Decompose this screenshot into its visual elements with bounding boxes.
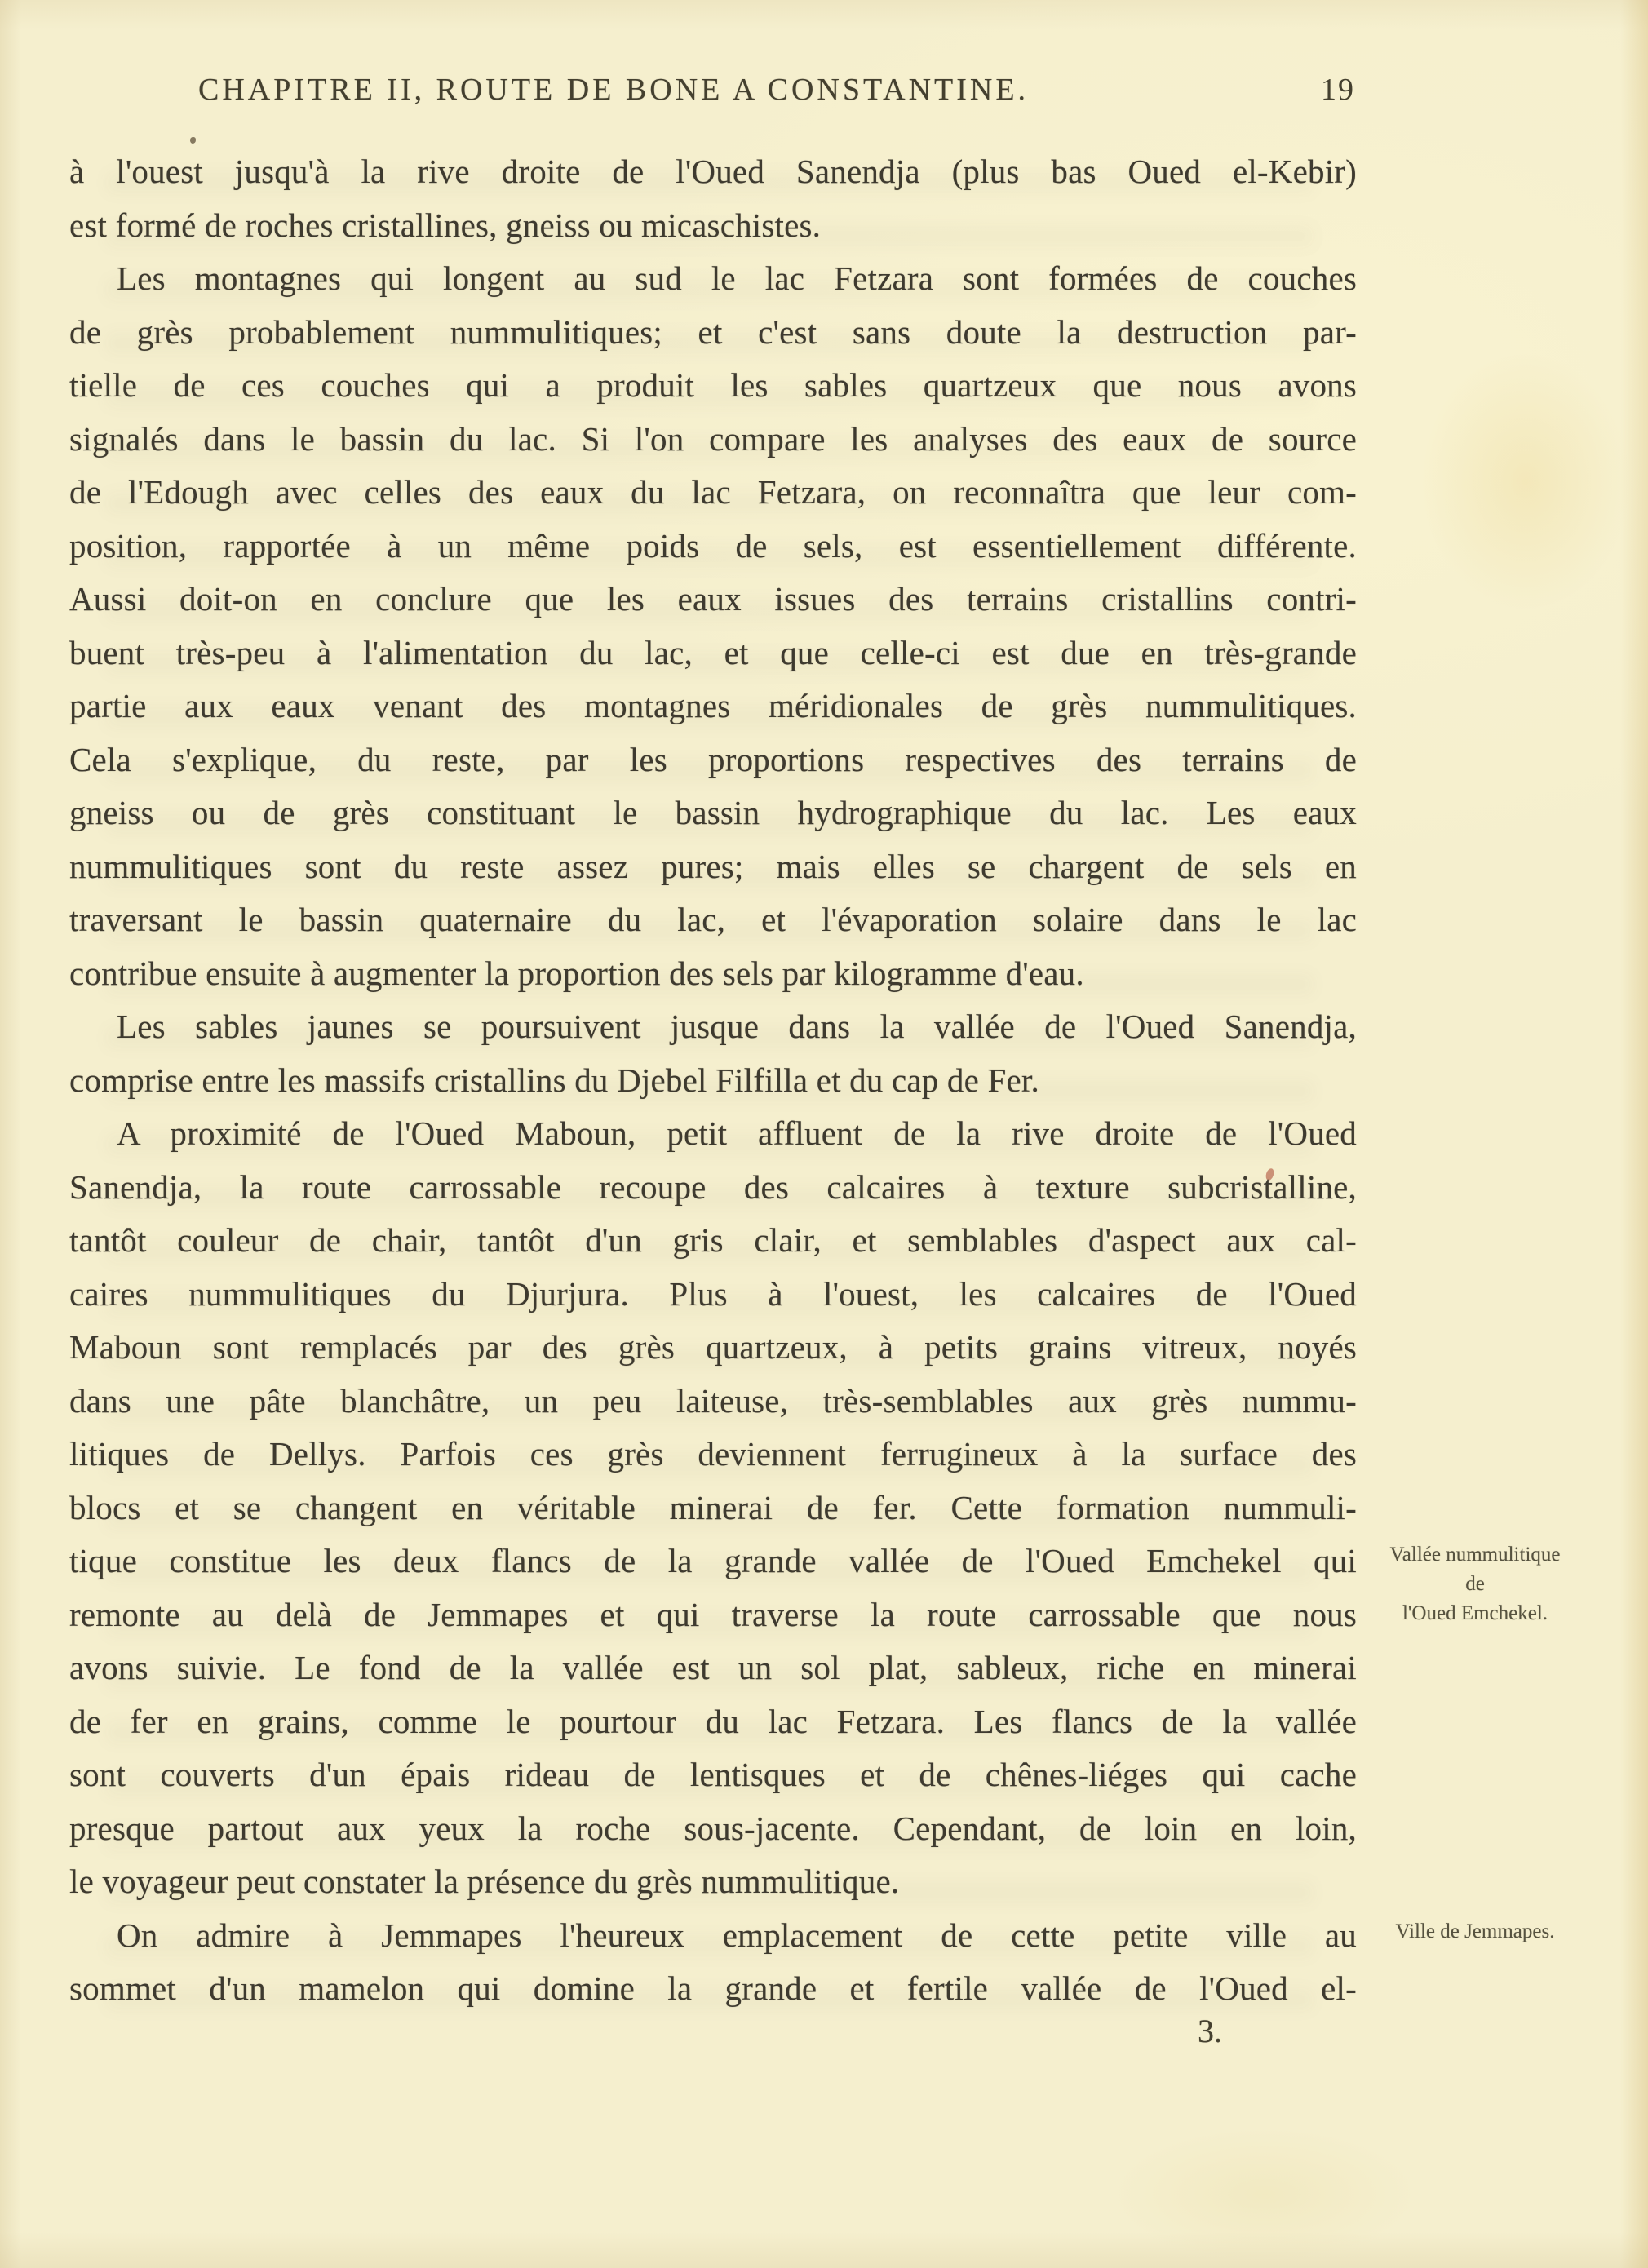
body-text-line: de grès probablement nummulitiques; et c'est sans doute la destruction par- bbox=[69, 312, 1357, 351]
body-text-line: litiques de Dellys. Parfois ces grès deviennent ferrugineux à la surface des bbox=[69, 1435, 1357, 1473]
body-text-line: est formé de roches cristallines, gneiss ou micaschistes. bbox=[69, 206, 822, 244]
body-text-line: sont couverts d'un épais rideau de lentisques et de chênes-liéges qui cache bbox=[69, 1756, 1357, 1793]
body-text-line: tique constitue les deux flancs de la grande vallée de l'Oued Emchekel qui bbox=[69, 1542, 1357, 1579]
body-text-line: A proximité de l'Oued Maboun, petit affluent de la rive droite de l'Oued bbox=[117, 1114, 1357, 1152]
body-text-line: Aussi doit-on en conclure que les eaux issues des terrains cristallins contri- bbox=[69, 580, 1357, 618]
body-text-line: Cela s'explique, du reste, par les proportions respectives des terrains de bbox=[69, 740, 1357, 778]
body-text-line: signalés dans le bassin du lac. Si l'on compare les analyses des eaux de source bbox=[69, 419, 1357, 458]
body-text-line: On admire à Jemmapes l'heureux emplacement de cette petite ville au bbox=[117, 1916, 1357, 1954]
body-text-line: sommet d'un mamelon qui domine la grande et fertile vallée de l'Oued el- bbox=[69, 1969, 1357, 2007]
paper-stain bbox=[1387, 310, 1648, 653]
body-text-line: caires nummulitiques du Djurjura. Plus à l'ouest, les calcaires de l'Oued bbox=[69, 1274, 1357, 1313]
margin-note-ville-jemmapes bbox=[1353, 1917, 1597, 1947]
body-text-line: nummulitiques sont du reste assez pures; mais elles se chargent de sels en bbox=[69, 847, 1357, 885]
body-text-line: le voyageur peut constater la présence du grès nummulitique. bbox=[69, 1863, 900, 1900]
body-text-line: Maboun sont remplacés par des grès quartzeux, à petits grains vitreux, noyés bbox=[69, 1328, 1357, 1366]
body-text-line: presque partout aux yeux la roche sous-jacente. Cependant, de loin en loin, bbox=[69, 1809, 1357, 1847]
body-text-line: dans une pâte blanchâtre, un peu laiteuse, très-semblables aux grès nummu- bbox=[69, 1381, 1357, 1420]
body-text-block bbox=[69, 145, 1357, 2016]
body-text-line: buent très-peu à l'alimentation du lac, et que celle-ci est due en très-grande bbox=[69, 633, 1357, 671]
body-text-line: avons suivie. Le fond de la vallée est un sol plat, sableux, riche en minerai bbox=[69, 1649, 1357, 1686]
body-text-line: remonte au delà de Jemmapes et qui traverse la route carrossable que nous bbox=[69, 1595, 1357, 1633]
running-chapter-title: CHAPITRE II, ROUTE DE BONE A CONSTANTINE. bbox=[198, 73, 1030, 107]
body-text-line: Les sables jaunes se poursuivent jusque dans la vallée de l'Oued Sanendja, bbox=[117, 1008, 1357, 1045]
paper-stain bbox=[1061, 2105, 1469, 2268]
body-text-line: de fer en grains, comme le pourtour du lac Fetzara. Les flancs de la vallée bbox=[69, 1702, 1357, 1740]
body-text-line: tielle de ces couches qui a produit les sables quartzeux que nous avons bbox=[69, 366, 1357, 404]
body-text-line: à l'ouest jusqu'à la rive droite de l'Oued Sanendja (plus bas Oued el-Kebir) bbox=[69, 153, 1357, 190]
margin-note-line: Ville de Jemmapes. bbox=[1395, 1920, 1555, 1942]
margin-note-line: de bbox=[1465, 1573, 1485, 1595]
signature-mark: 3. bbox=[1198, 2013, 1222, 2049]
margin-note-line: l'Oued Emchekel. bbox=[1402, 1602, 1548, 1624]
ink-speck bbox=[190, 137, 196, 144]
body-text-line: position, rapportée à un même poids de sels, est essentiellement différente. bbox=[69, 526, 1357, 565]
body-text-line: blocs et se changent en véritable minerai de fer. Cette formation nummuli- bbox=[69, 1488, 1357, 1526]
page-header bbox=[69, 72, 1357, 129]
body-text-line: partie aux eaux venant des montagnes méridionales de grès nummulitiques. bbox=[69, 687, 1357, 724]
body-text-line: de l'Edough avec celles des eaux du lac Fetzara, on reconnaîtra que leur com- bbox=[69, 473, 1357, 511]
body-text-line: Les montagnes qui longent au sud le lac Fetzara sont formées de couches bbox=[117, 259, 1357, 297]
body-text-line: comprise entre les massifs cristallins du Djebel Filfilla et du cap de Fer. bbox=[69, 1061, 1039, 1099]
body-text-line: tantôt couleur de chair, tantôt d'un gris clair, et semblables d'aspect aux cal- bbox=[69, 1221, 1357, 1259]
body-text-line: gneiss ou de grès constituant le bassin hydrographique du lac. Les eaux bbox=[69, 794, 1357, 831]
body-text-line: Sanendja, la route carrossable recoupe des calcaires à texture subcristalline, bbox=[69, 1167, 1357, 1206]
body-text-line: traversant le bassin quaternaire du lac, et l'évaporation solaire dans le lac bbox=[69, 901, 1357, 938]
margin-note-line: Vallée nummulitique bbox=[1389, 1544, 1561, 1566]
body-text-line: contribue ensuite à augmenter la proportion des sels par kilogramme d'eau. bbox=[69, 954, 1084, 992]
page-number: 19 bbox=[1321, 73, 1355, 107]
margin-note-oued-emchekel bbox=[1353, 1540, 1597, 1628]
